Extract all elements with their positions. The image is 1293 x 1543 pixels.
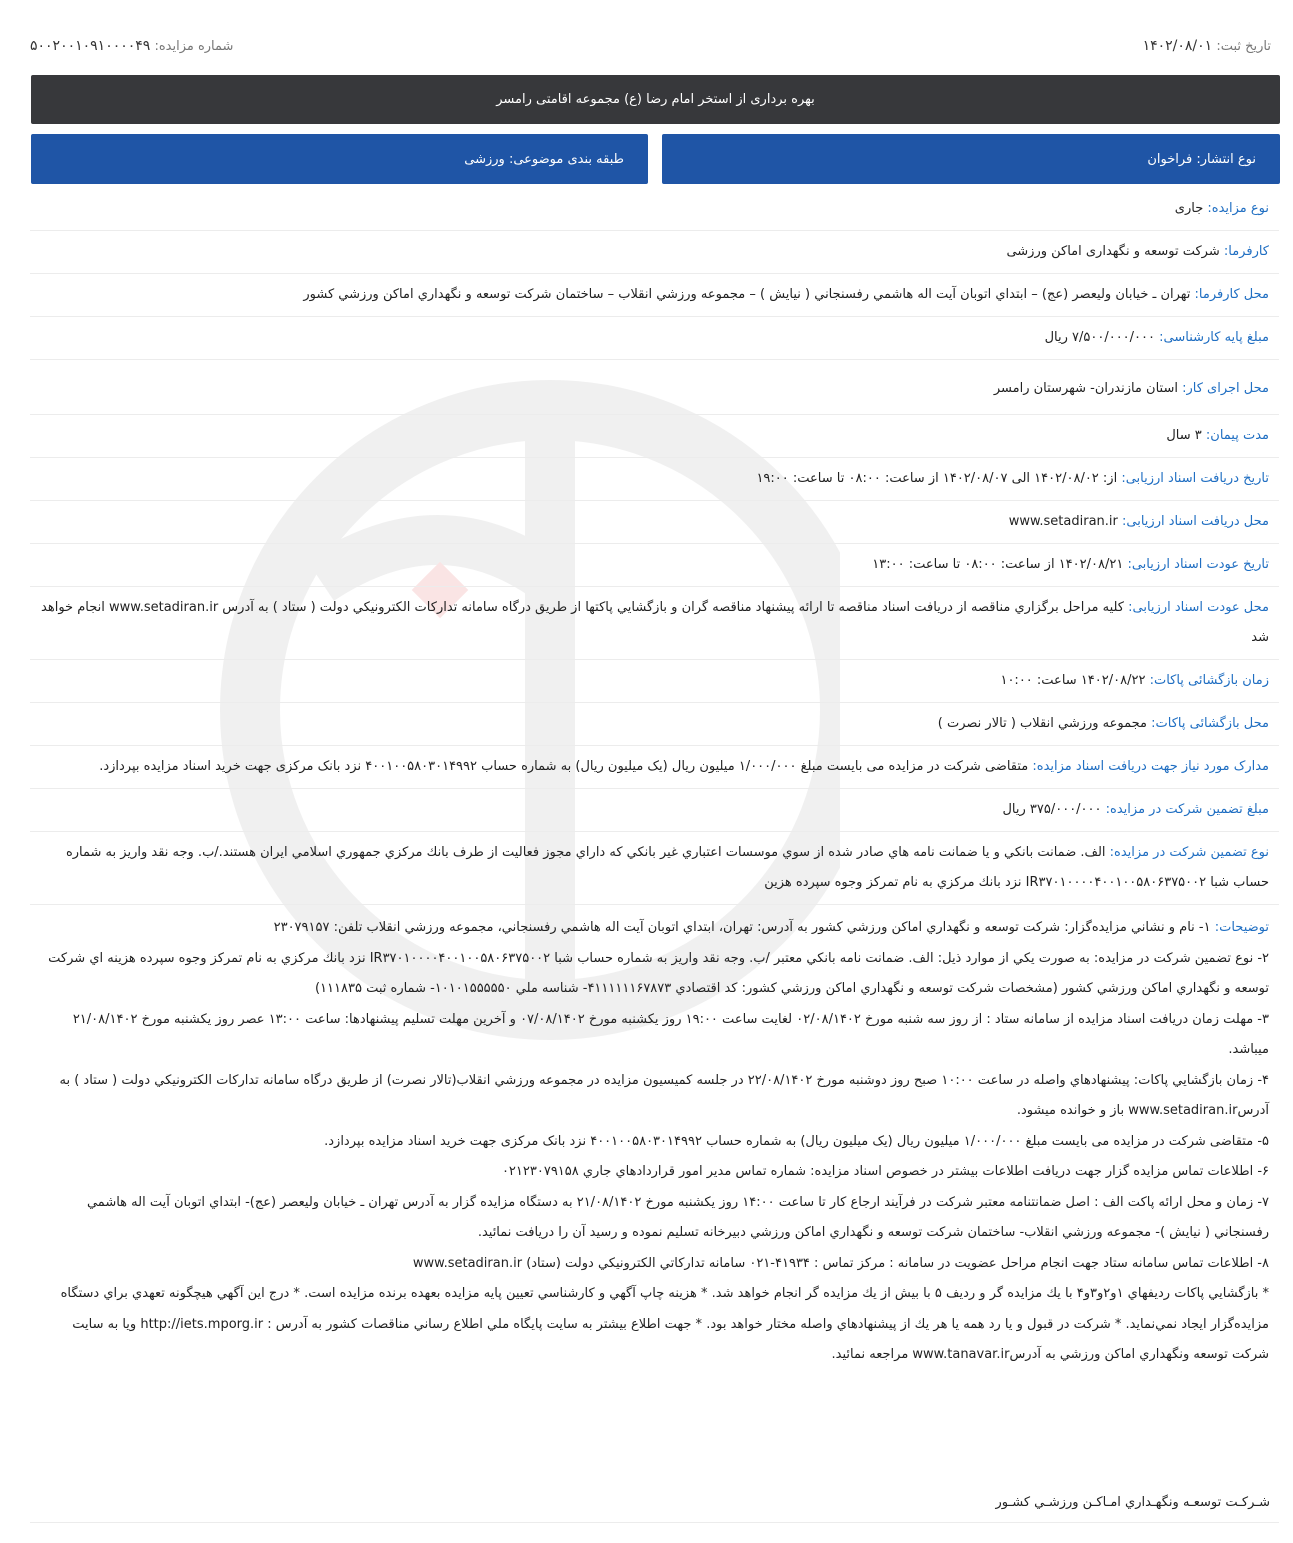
details-list [30,188,1279,1379]
field-row [30,360,1279,415]
field-row [30,832,1279,905]
field-row [30,544,1279,587]
field-label: زمان بازگشائی پاکات: [1149,673,1269,688]
field-value: از: ۱۴۰۲/۰۸/۰۲ الی ۱۴۰۲/۰۸/۰۷ از ساعت: ۰۸:۰۰ تا ساعت: ۱۹:۰۰ [756,471,1118,486]
note-line: ۵- متقاضی شرکت در مزایده می بایست مبلغ ۱/۰۰۰/۰۰۰ میلیون ریال (یک میلیون ریال) به شماره حساب ۴۰۰۱۰۰۵۸۰۳۰۱۴۹۹۲ نزد بانک مرکزی جهت خرید اسناد مزایده بپردازد. [324,1133,1269,1149]
field-label: مدت پیمان: [1205,428,1269,443]
field-row [30,746,1279,789]
field-value: الف. ضمانت بانكي و يا ضمانت نامه هاي صادر شده از سوي موسسات اعتباري غير بانكي كه داراي مجوز فعاليت از طرف بانك مركزي جمهوري اسلامي ايران هستند./ب. وجه نقد واريز به شماره حساب شبا IR۳۷۰۱۰۰۰۰۴۰۰۱۰۰۵۸۰۶۳۷۵۰۰۲ نزد بانك مركزي به نام تمركز وجوه سپرده هزين [65,845,1269,890]
note-line: ۳- مهلت زمان دريافت اسناد مزايده از سامانه ستاد : از روز سه شنبه مورخ ۰۲/۰۸/۱۴۰۲ لغايت ساعت ۱۹:۰۰ روز يكشنبه مورخ ۰۷/۰۸/۱۴۰۲ و آخرين مهلت تسليم پيشنهادها: ساعت ۱۳:۰۰ عصر روز يكشنبه مورخ ۲۱/۰۸/۱۴۰۲ ميباشد. [72,1011,1269,1057]
field-row [30,317,1279,360]
field-label: محل دریافت اسناد ارزیابی: [1122,514,1269,529]
field-value: ۳ سال [1166,428,1202,443]
note-line [40,913,1269,944]
field-label: نوع تضمین شرکت در مزایده: [1109,845,1269,860]
field-value: استان مازندران- شهرستان رامسر [993,381,1178,396]
field-label: کارفرما: [1223,244,1269,259]
note-line: ۸- اطلاعات تماس سامانه ستاد جهت انجام مراحل عضويت در سامانه : مركز تماس : ۴۱۹۳۴-۰۲۱ سامانه تداركاتي الكترونيكي دولت (ستاد) www.setadiran.ir [412,1255,1269,1271]
note-line: ۷- زمان و محل ارائه پاكت الف : اصل ضمانتنامه معتبر شركت در فرآيند ارجاع كار تا ساعت ۱۴:۰۰ روز يكشنبه مورخ ۲۱/۰۸/۱۴۰۲ به دستگاه مزايده گزار به آدرس تهران ـ خيابان وليعصر (عج)- ابتداي اتوبان آيت اله هاشمي رفسنجاني ( نيايش )- مجموعه ورزشي انقلاب- ساختمان شركت توسعه و نگهداري اماكن ورزشي دبيرخانه تسليم نموده و رسيد آن را دريافت نمائيد. [86,1194,1269,1240]
field-label: نوع مزایده: [1207,201,1269,216]
field-label: محل بازگشائی پاکات: [1151,716,1269,731]
field-value: جاری [1174,201,1204,216]
note-line: * بازگشايي پاكات رديفهاي ۱و۲و۳و۴ با يك مزايده گر و رديف ۵ با بيش از يك مزايده گر انجام خواهد شد. * هزينه چاپ آگهي و كارشناسي تعيين پايه مزايده بعهده برنده مزايده است. * درج اين آگهي هيچگونه تعهدي براي دستگاه مزايده‌گزار ايجاد نمي‌نمايد. * شركت در قبول و يا رد همه يا هر يك از پيشنهادهاي واصله مختار خواهد بود. * جهت اطلاع بيشتر به سايت پايگاه ملي اطلاع رساني مناقصات كشور به آدرس : http://iets.mporg.ir ويا به سايت شركت توسعه ونگهداري اماكن ورزشي به آدرسwww.tanavar.ir مراجعه نمائيد. [60,1286,1269,1362]
note-line: ۴- زمان بازگشايي پاكات: پيشنهادهاي واصله در ساعت ۱۰:۰۰ صبح روز دوشنبه مورخ ۲۲/۰۸/۱۴۰۲ در جلسه كميسيون مزايده در مجموعه ورزشي انقلاب(تالار نصرت) از طريق درگاه سامانه تداركات الكترونيكي دولت ( ستاد ) به آدرسwww.setadiran.ir باز و خوانده ميشود. [59,1072,1269,1118]
field-label: تاریخ دریافت اسناد ارزیابی: [1121,471,1269,486]
field-row [30,660,1279,703]
field-row [30,274,1279,317]
field-row [30,703,1279,746]
field-label: محل عودت اسناد ارزیابی: [1128,600,1269,615]
publish-type-box: نوع انتشار: فراخوان [662,134,1280,184]
field-row [30,789,1279,832]
registration-date-label: تاریخ ثبت: [1216,39,1271,54]
field-value: تهران ـ خيابان وليعصر (عج) – ابتداي اتوبان آيت اله هاشمي رفسنجاني ( نيايش ) – مجموعه ورزشي انقلاب – ساختمان شركت توسعه و نگهداري اماكن ورزشي كشور [303,287,1191,302]
notes-label: توضیحات: [1214,920,1269,935]
field-row [30,188,1279,231]
notes-section [30,905,1279,1379]
auction-number-value: ۵۰۰۲۰۰۱۰۹۱۰۰۰۰۴۹ [30,38,151,54]
field-row [30,231,1279,274]
field-value[interactable]: www.setadiran.ir [1008,514,1118,529]
field-value: ۱۴۰۲/۰۸/۲۱ از ساعت: ۰۸:۰۰ تا ساعت: ۱۳:۰۰ [872,557,1124,572]
category-box: طبقه بندی موضوعی: ورزشی [31,134,648,184]
field-row [30,501,1279,544]
field-value: مجموعه ورزشي انقلاب ( تالار نصرت ) [937,716,1147,731]
field-value: متقاضی شرکت در مزایده می بایست مبلغ ۱/۰۰۰/۰۰۰ میلیون ریال (یک میلیون ریال) به شماره حساب ۴۰۰۱۰۰۵۸۰۳۰۱۴۹۹۲ نزد بانک مرکزی جهت خرید اسناد مزایده بپردازد. [99,759,1029,774]
divider [30,1522,1279,1523]
field-value: ۳۷۵/۰۰۰/۰۰۰ ریال [1002,802,1102,817]
signature: شـركـت توسعـه ونگهـداري امـاكـن ورزشـي كشـور [995,1495,1270,1510]
registration-date [1143,38,1271,54]
note-line: ۶- اطلاعات تماس مزايده گزار جهت دريافت اطلاعات بيشتر در خصوص اسناد مزايده: شماره تماس مدير امور قراردادهاي جاري ۰۲۱۲۳۰۷۹۱۵۸ [501,1164,1269,1179]
field-label: محل اجرای کار: [1182,381,1269,396]
field-row [30,415,1279,458]
field-label: مبلغ تضمین شرکت در مزایده: [1105,802,1269,817]
registration-date-value: ۱۴۰۲/۰۸/۰۱ [1142,38,1213,54]
field-row [30,587,1279,660]
top-meta [30,38,1271,54]
field-label: تاریخ عودت اسناد ارزیابی: [1127,557,1269,572]
field-label: محل کارفرما: [1194,287,1269,302]
field-value: ۷/۵۰۰/۰۰۰/۰۰۰ ریال [1044,330,1155,345]
note-text: ۱- نام و نشاني مزايده‌گزار: شركت توسعه و نگهداري اماكن ورزشي كشور به آدرس: تهران، ابتداي اتوبان آيت اله هاشمي رفسنجاني، مجموعه ورزشي انقلاب تلفن: ۲۳۰۷۹۱۵۷ [273,920,1211,935]
field-label: مدارک مورد نیاز جهت دریافت اسناد مزایده: [1032,759,1269,774]
page-title: بهره برداری از استخر امام رضا (ع) مجموعه اقامتی رامسر [31,75,1280,124]
auction-number [30,38,233,54]
field-value: شرکت توسعه و نگهداری اماکن ورزشی [1006,244,1220,259]
field-value: كليه مراحل برگزاري مناقصه از دريافت اسناد مناقصه تا ارائه پيشنهاد مناقصه گران و بازگشايي پاكتها از طريق درگاه سامانه تداركات الكترونيكي دولت ( ستاد ) به آدرس www.setadiran.ir انجام خواهد شد [41,600,1269,645]
auction-number-label: شماره مزایده: [154,39,234,54]
field-label: مبلغ پایه کارشناسی: [1159,330,1269,345]
field-value: ۱۴۰۲/۰۸/۲۲ ساعت: ۱۰:۰۰ [1000,673,1146,688]
note-line: ۲- نوع تضمين شركت در مزايده: به صورت يكي از موارد ذيل: الف. ضمانت نامه بانكي معتبر /ب. وجه نقد واريز به شماره حساب شبا IR۳۷۰۱۰۰۰۰۴۰۰۱۰۰۵۸۰۶۳۷۵۰۰۲ نزد بانك مركزي به نام تمركز وجوه سپرده هزينه اي شركت توسعه و نگهداري اماكن ورزشي كشور (مشخصات شركت توسعه و نگهداري اماكن ورزشي كشور: كد اقتصادي ۴۱۱۱۱۱۱۶۷۸۷۳- شناسه ملي ۱۰۱۰۱۵۵۵۵۵۰- شماره ثبت ۱۱۱۸۳۵) [48,950,1269,996]
field-row [30,458,1279,501]
